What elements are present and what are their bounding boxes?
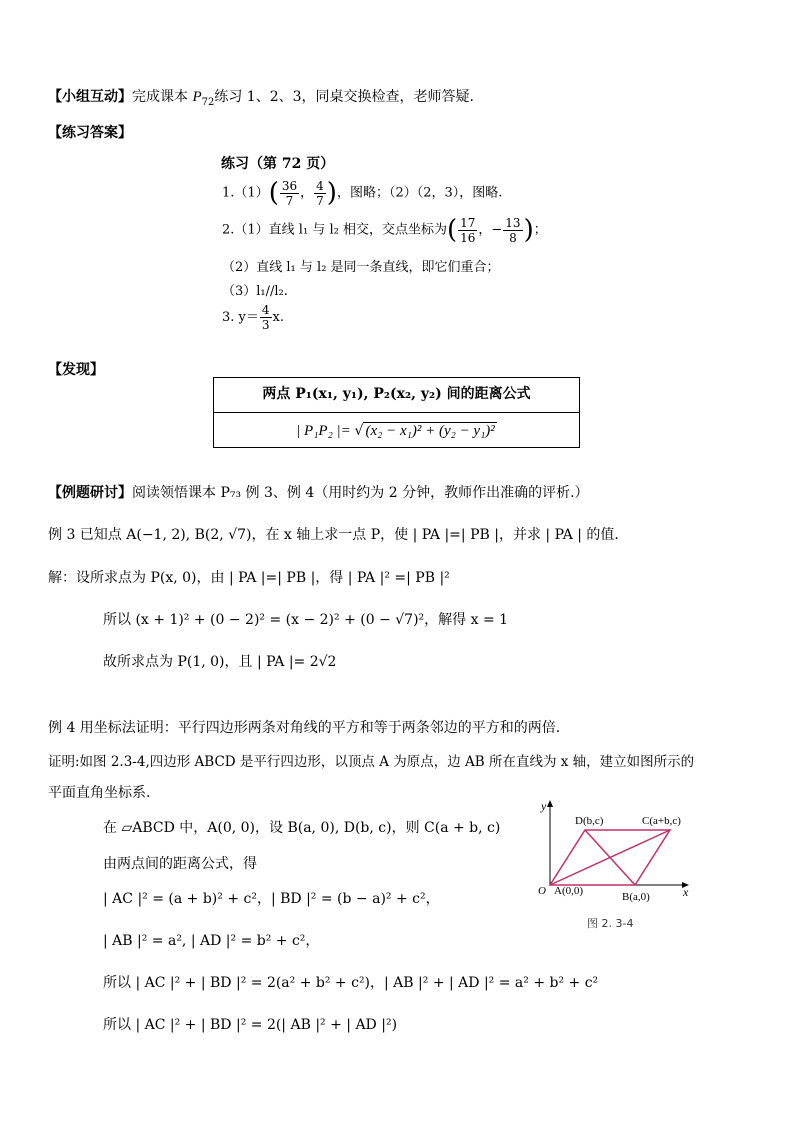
formula-radicand: (x₂ − x₁)² + (y₂ − y₁)²	[365, 423, 495, 439]
answer-1-suffix: ，图略；（2）（2，3），图略.	[336, 185, 503, 201]
fraction-13-8: $\frac{13}{8}$	[505, 215, 521, 245]
figure-caption: 图 2. 3-4	[587, 917, 634, 930]
p-subscript: 72	[201, 96, 215, 108]
answer-item-3: 3. y＝ $\frac{4}{3}$ x.	[222, 303, 284, 332]
fraction-17-16: $\frac{17}{16}$	[460, 215, 476, 245]
distance-formula-box	[213, 377, 580, 448]
proof-line-7: 所以 | AC |² + | BD |² = 2(a² + b² + c²)，| AB |² + | AD |² = a² + b² + c²	[103, 975, 599, 991]
answers-heading: 【练习答案】	[48, 125, 132, 141]
distance-formula-row: | P₁P₂ |= √ (x₂ − x₁)² + (y₂ − y₁)²	[296, 423, 495, 439]
label-d: D(b,c)	[575, 815, 604, 827]
formula-left: | P₁P₂ |=	[296, 423, 355, 439]
example-4: 例 4 用坐标法证明：平行四边形两条对角线的平方和等于两条邻边的平方和的两倍.	[48, 720, 561, 736]
proof-line-1: 证明:如图 2.3-4,四边形 ABCD 是平行四边形，以顶点 A 为原点，边 AB 所在直线为 x 轴，建立如图所示的	[48, 754, 695, 770]
label-o: O	[538, 885, 546, 897]
proof-line-5: | AC |² = (a + b)² + c²，| BD |² = (b − a)² + c²，	[103, 891, 440, 907]
answer-2-prefix: 2.（1）直线 l₁ 与 l₂ 相交，交点坐标为	[222, 222, 447, 238]
answer-item-2: 2.（1）直线 l₁ 与 l₂ 相交，交点坐标为( $\frac{17}{16}$ ，− $\frac{13}{8}$ )；	[222, 215, 547, 245]
answer-item-2c: （3）l₁//l₂.	[222, 284, 288, 299]
label-b: B(a,0)	[622, 891, 650, 903]
proof-line-4: 由两点间的距离公式，得	[103, 856, 257, 872]
fraction-36-7: $\frac{36}{7}$	[281, 178, 298, 208]
group-activity-line	[48, 86, 474, 108]
x-axis-label: x	[683, 885, 689, 899]
fraction-4-3: $\frac{4}{3}$	[261, 303, 270, 332]
diagonal-bd	[585, 830, 635, 885]
label-c: C(a+b,c)	[642, 815, 681, 827]
y-axis-arrow	[547, 800, 553, 807]
answer-1-prefix: 1.（1）	[222, 185, 269, 201]
proof-line-8: 所以 | AC |² + | BD |² = 2(| AB |² + | AD |²)	[103, 1017, 398, 1033]
p-symbol: P	[192, 89, 202, 105]
distance-formula-title: 两点 P₁(x₁, y₁), P₂(x₂, y₂) 间的距离公式	[214, 378, 579, 413]
fraction-4-7: $\frac{4}{7}$	[316, 178, 324, 208]
answer-3-prefix: 3. y＝	[222, 310, 259, 325]
answers-title: 练习（第 72 页）	[221, 156, 335, 172]
group-activity-text-after: 练习 1、2、3，同桌交换检查，老师答疑.	[214, 89, 474, 105]
group-activity-heading: 【小组互动】	[48, 89, 132, 105]
answer-item-2b: （2）直线 l₁ 与 l₂ 是同一条直线，即它们重合；	[222, 260, 500, 275]
proof-line-3: 在 ▱ABCD 中，A(0, 0)，设 B(a, 0), D(b, c)，则 C(a + b, c)	[103, 820, 501, 836]
label-a: A(0,0)	[554, 885, 584, 897]
answer-item-1: 1.（1）( $\frac{36}{7}$ ， $\frac{4}{7}$ )，图略；（2）（2，3），图略.	[222, 178, 503, 208]
proof-line-2: 平面直角坐标系.	[48, 785, 151, 801]
examples-intro: 阅读领悟课本 P₇₃ 例 3、例 4（用时约为 2 分钟，教师作出准确的评析.）	[132, 485, 589, 501]
group-activity-text-before: 完成课本	[132, 89, 193, 105]
solution-line-2: 所以 (x + 1)² + (0 − 2)² = (x − 2)² + (0 − √7)²，解得 x = 1	[103, 612, 509, 628]
examples-line	[48, 482, 589, 502]
discovery-heading: 【发现】	[48, 362, 104, 378]
parallelogram-figure	[535, 800, 695, 940]
solution-line-1: 解：设所求点为 P(x, 0)，由 | PA |=| PB |，得 | PA |² =| PB |²	[48, 570, 450, 586]
solution-line-3: 故所求点为 P(1, 0)，且 | PA |= 2√2	[103, 654, 337, 670]
proof-line-6: | AB |² = a², | AD |² = b² + c²，	[103, 933, 320, 949]
y-axis-label: y	[541, 800, 547, 813]
examples-heading: 【例题研讨】	[48, 485, 132, 501]
example-3: 例 3 已知点 A(−1, 2), B(2, √7)，在 x 轴上求一点 P，使 | PA |=| PB |，并求 | PA | 的值.	[48, 527, 619, 543]
